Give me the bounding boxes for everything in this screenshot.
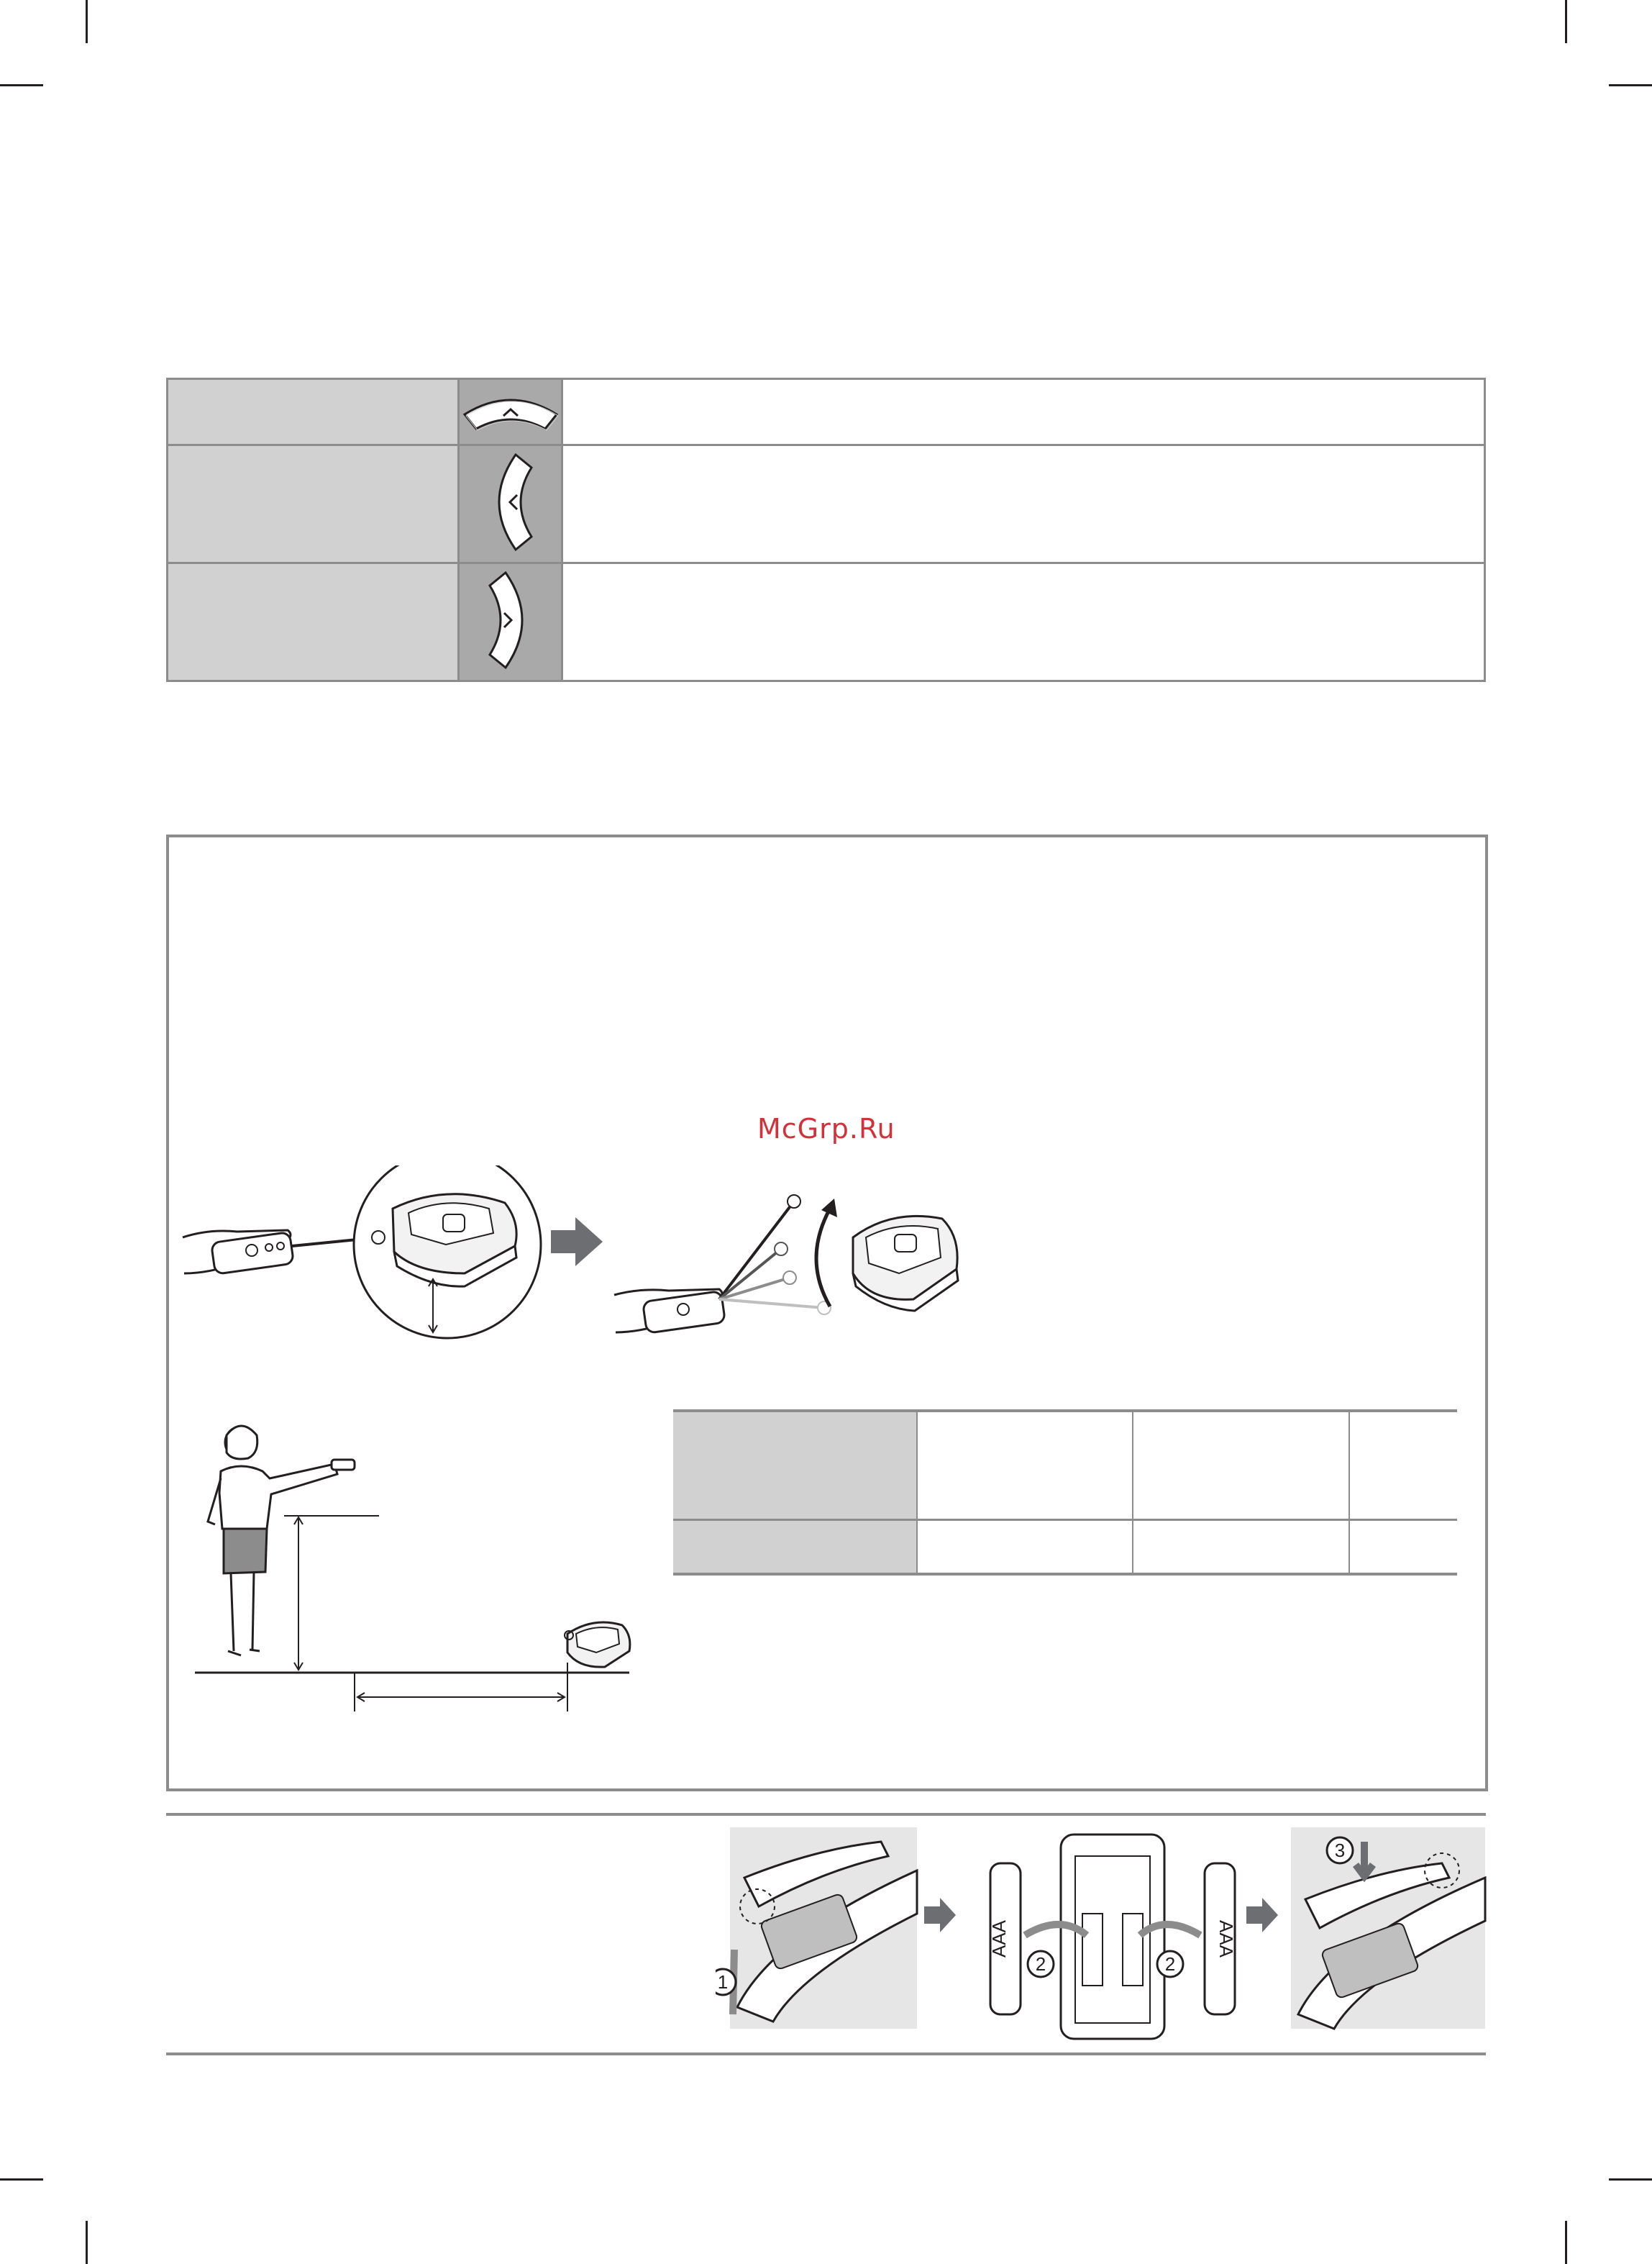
battery-label: AAA: [1215, 1919, 1237, 1958]
remote-close-cover-icon: [1291, 1827, 1485, 2029]
divider: [166, 1813, 1486, 1816]
crop-mark: [0, 2178, 43, 2181]
remote-pointing-illustration: [180, 1165, 992, 1345]
button-description-cell: [562, 379, 1485, 445]
crop-mark: [86, 0, 88, 43]
battery-compartment-icon: [988, 1835, 1237, 2039]
right-button-icon: [485, 570, 536, 670]
step-marker-label: 3: [1334, 1840, 1346, 1861]
table-header-cell: [1349, 1411, 1457, 1520]
button-name-cell: [168, 379, 459, 445]
left-button-icon: [485, 452, 536, 553]
remote-buttons-table: [166, 378, 1486, 682]
hand-remote-icon: [614, 1289, 726, 1333]
robot-vacuum-icon: [565, 1622, 630, 1667]
button-icon-cell: [459, 445, 562, 563]
forward-button-icon: [460, 387, 561, 433]
robot-vacuum-icon: [853, 1216, 958, 1311]
button-icon-cell: [459, 563, 562, 681]
button-description-cell: [562, 445, 1485, 563]
crop-mark: [1565, 2221, 1567, 2264]
crop-mark: [1609, 2178, 1652, 2181]
table-row: [673, 1411, 1457, 1520]
operating-range-illustration: [191, 1414, 651, 1716]
battery-replacement-illustration: [716, 1827, 1489, 2043]
table-row: [168, 563, 1485, 681]
battery-label: AAA: [988, 1919, 1010, 1958]
rotate-arrow-icon: [816, 1209, 830, 1306]
step-marker-label: 2: [1164, 1953, 1176, 1975]
step-marker-label: 2: [1035, 1953, 1046, 1975]
watermark-text: McGrp.Ru: [757, 1113, 895, 1145]
table-header-cell: [673, 1411, 917, 1520]
table-cell: [1133, 1520, 1348, 1575]
table-row: [168, 379, 1485, 445]
step-marker-label: 1: [717, 1971, 729, 1993]
arrow-right-icon: [924, 1898, 956, 1932]
table-header-cell: [1133, 1411, 1348, 1520]
button-name-cell: [168, 445, 459, 563]
arrow-right-icon: [551, 1217, 603, 1266]
button-icon-cell: [459, 379, 562, 445]
crop-mark: [0, 84, 43, 86]
divider: [166, 2052, 1486, 2055]
arrow-right-icon: [1246, 1898, 1278, 1932]
crop-mark: [86, 2221, 88, 2264]
table-header-cell: [917, 1411, 1133, 1520]
hand-remote-icon: [183, 1230, 294, 1274]
remote-open-cover-icon: [730, 1827, 917, 2029]
table-cell: [673, 1520, 917, 1575]
table-row: [168, 445, 1485, 563]
table-row: [673, 1520, 1457, 1575]
operating-range-table: [673, 1409, 1457, 1576]
crop-mark: [1609, 84, 1652, 86]
person-icon: [208, 1426, 355, 1655]
table-cell: [917, 1520, 1133, 1575]
crop-mark: [1565, 0, 1567, 43]
table-cell: [1349, 1520, 1457, 1575]
button-name-cell: [168, 563, 459, 681]
button-description-cell: [562, 563, 1485, 681]
